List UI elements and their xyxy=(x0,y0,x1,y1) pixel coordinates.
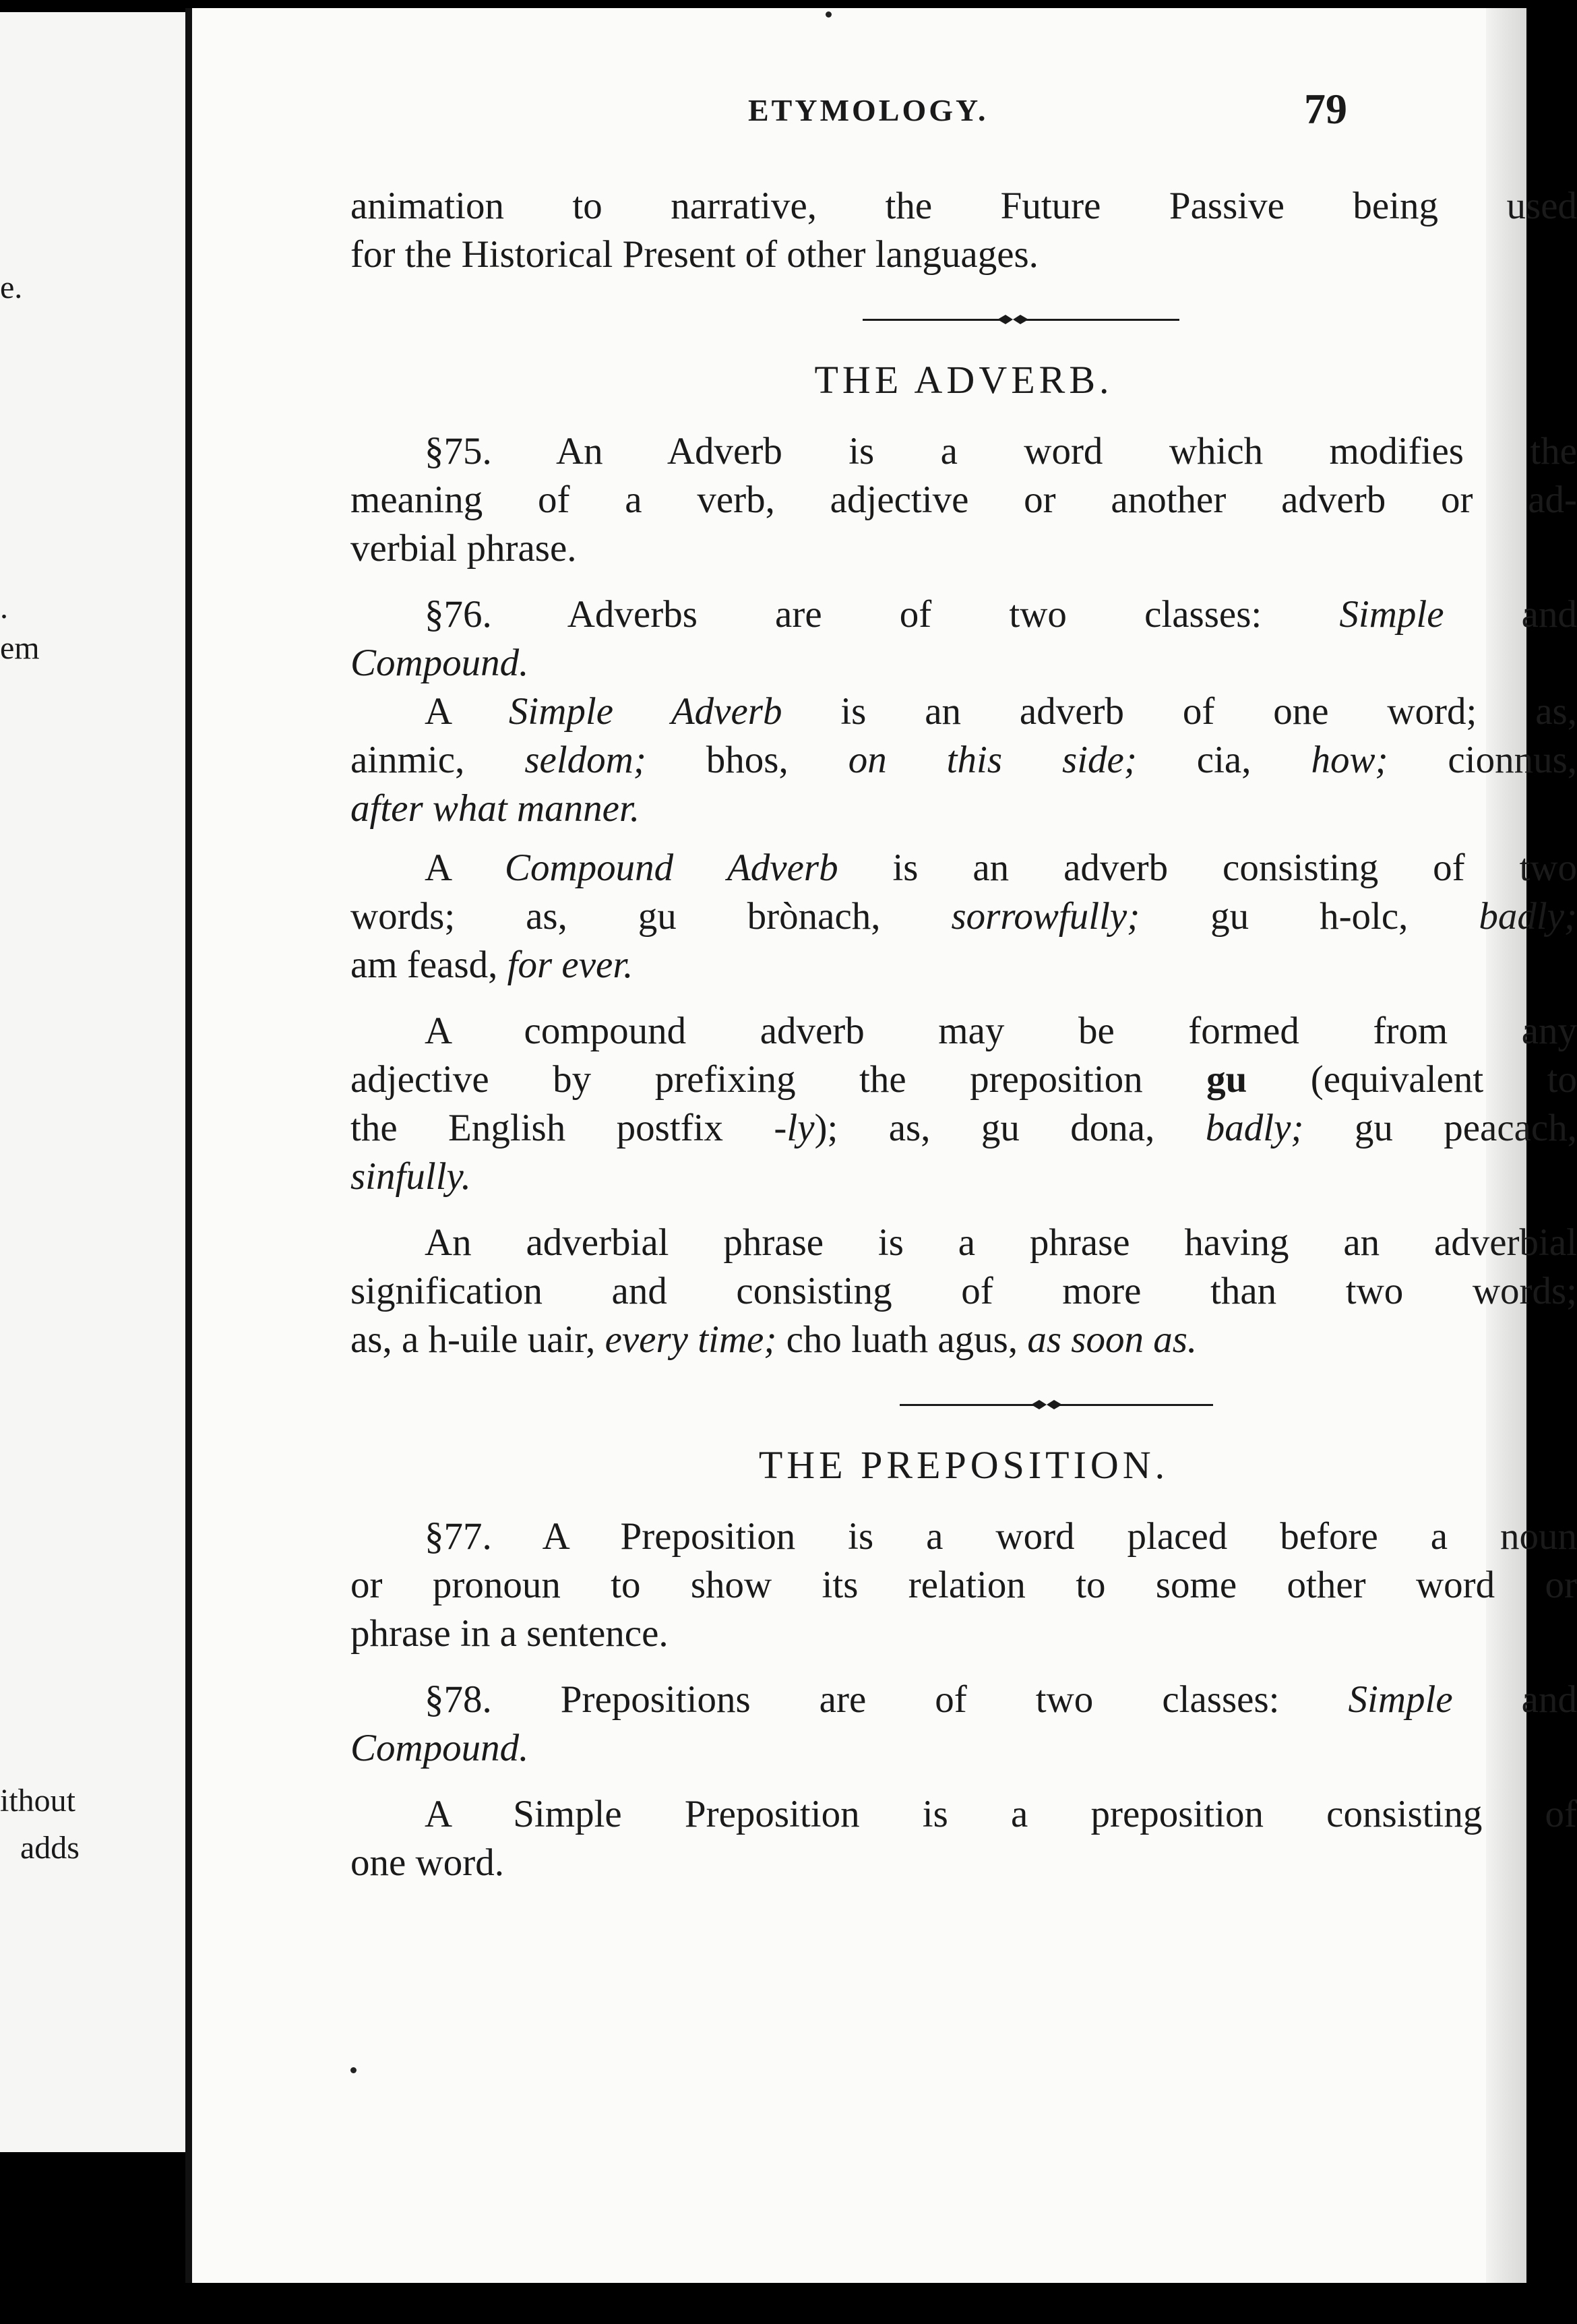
page-number: 79 xyxy=(1304,85,1347,133)
ink-speck xyxy=(826,11,832,18)
left-page-fragment: em xyxy=(0,630,40,666)
body-text xyxy=(350,182,1577,1905)
paragraph-adverbial-phrase: An adverbial phrase is a phrase having an adverbial signification and consisting of more than two words; as, a h-uile uair, every time; cho luath agus, as soon as. xyxy=(350,1221,1577,1361)
paragraph-compound-formation: A compound adverb may be formed from any adjective by prefixing the preposition gu (equivalent to the English postfix -ly); as, gu dona, badly; gu peacach, sinfully. xyxy=(350,1010,1577,1198)
paragraph-simple-preposition: A Simple Preposition is a preposition consisting of one word. xyxy=(350,1793,1577,1884)
section-heading-preposition: THE PREPOSITION. xyxy=(758,1443,1169,1487)
right-page xyxy=(185,8,1577,2283)
left-page-fragment: ithout xyxy=(0,1783,76,1818)
continuation-paragraph: animation to narrative, the Future Passive being used for the Historical Present of other languages. xyxy=(350,185,1577,276)
paragraph-s75: §75. An Adverb is a word which modifies the meaning of a verb, adjective or another adverb or ad- verbial phrase. xyxy=(350,430,1577,570)
section-divider xyxy=(350,1391,1577,1418)
section-divider xyxy=(350,306,1577,333)
paragraph-compound-adverb: A Compound Adverb is an adverb consisting of two words; as, gu brònach, sorrowfully; gu h-olc, badly; am feasd, for ever. xyxy=(350,847,1577,986)
left-page-fragment: e. xyxy=(0,270,23,305)
running-title: ETYMOLOGY. xyxy=(748,93,989,127)
left-page-fragment: adds xyxy=(20,1830,80,1866)
section-heading-adverb: THE ADVERB. xyxy=(814,358,1113,402)
ink-speck xyxy=(350,2067,357,2073)
paragraph-s78: §78. Prepositions are of two classes: Simple and Compound. xyxy=(350,1678,1577,1769)
paragraph-s76: §76. Adverbs are of two classes: Simple and Compound. xyxy=(350,593,1577,684)
paragraph-s77: §77. A Preposition is a word placed before a noun or pronoun to show its relation to some other word or phrase in a sentence. xyxy=(350,1515,1577,1655)
left-page-fragment: . xyxy=(0,590,8,625)
page-inner-edge xyxy=(185,8,192,2283)
paragraph-simple-adverb: A Simple Adverb is an adverb of one word; as, ainmic, seldom; bhos, on this side; cia, how; cionnus, after what manner. xyxy=(350,690,1577,830)
